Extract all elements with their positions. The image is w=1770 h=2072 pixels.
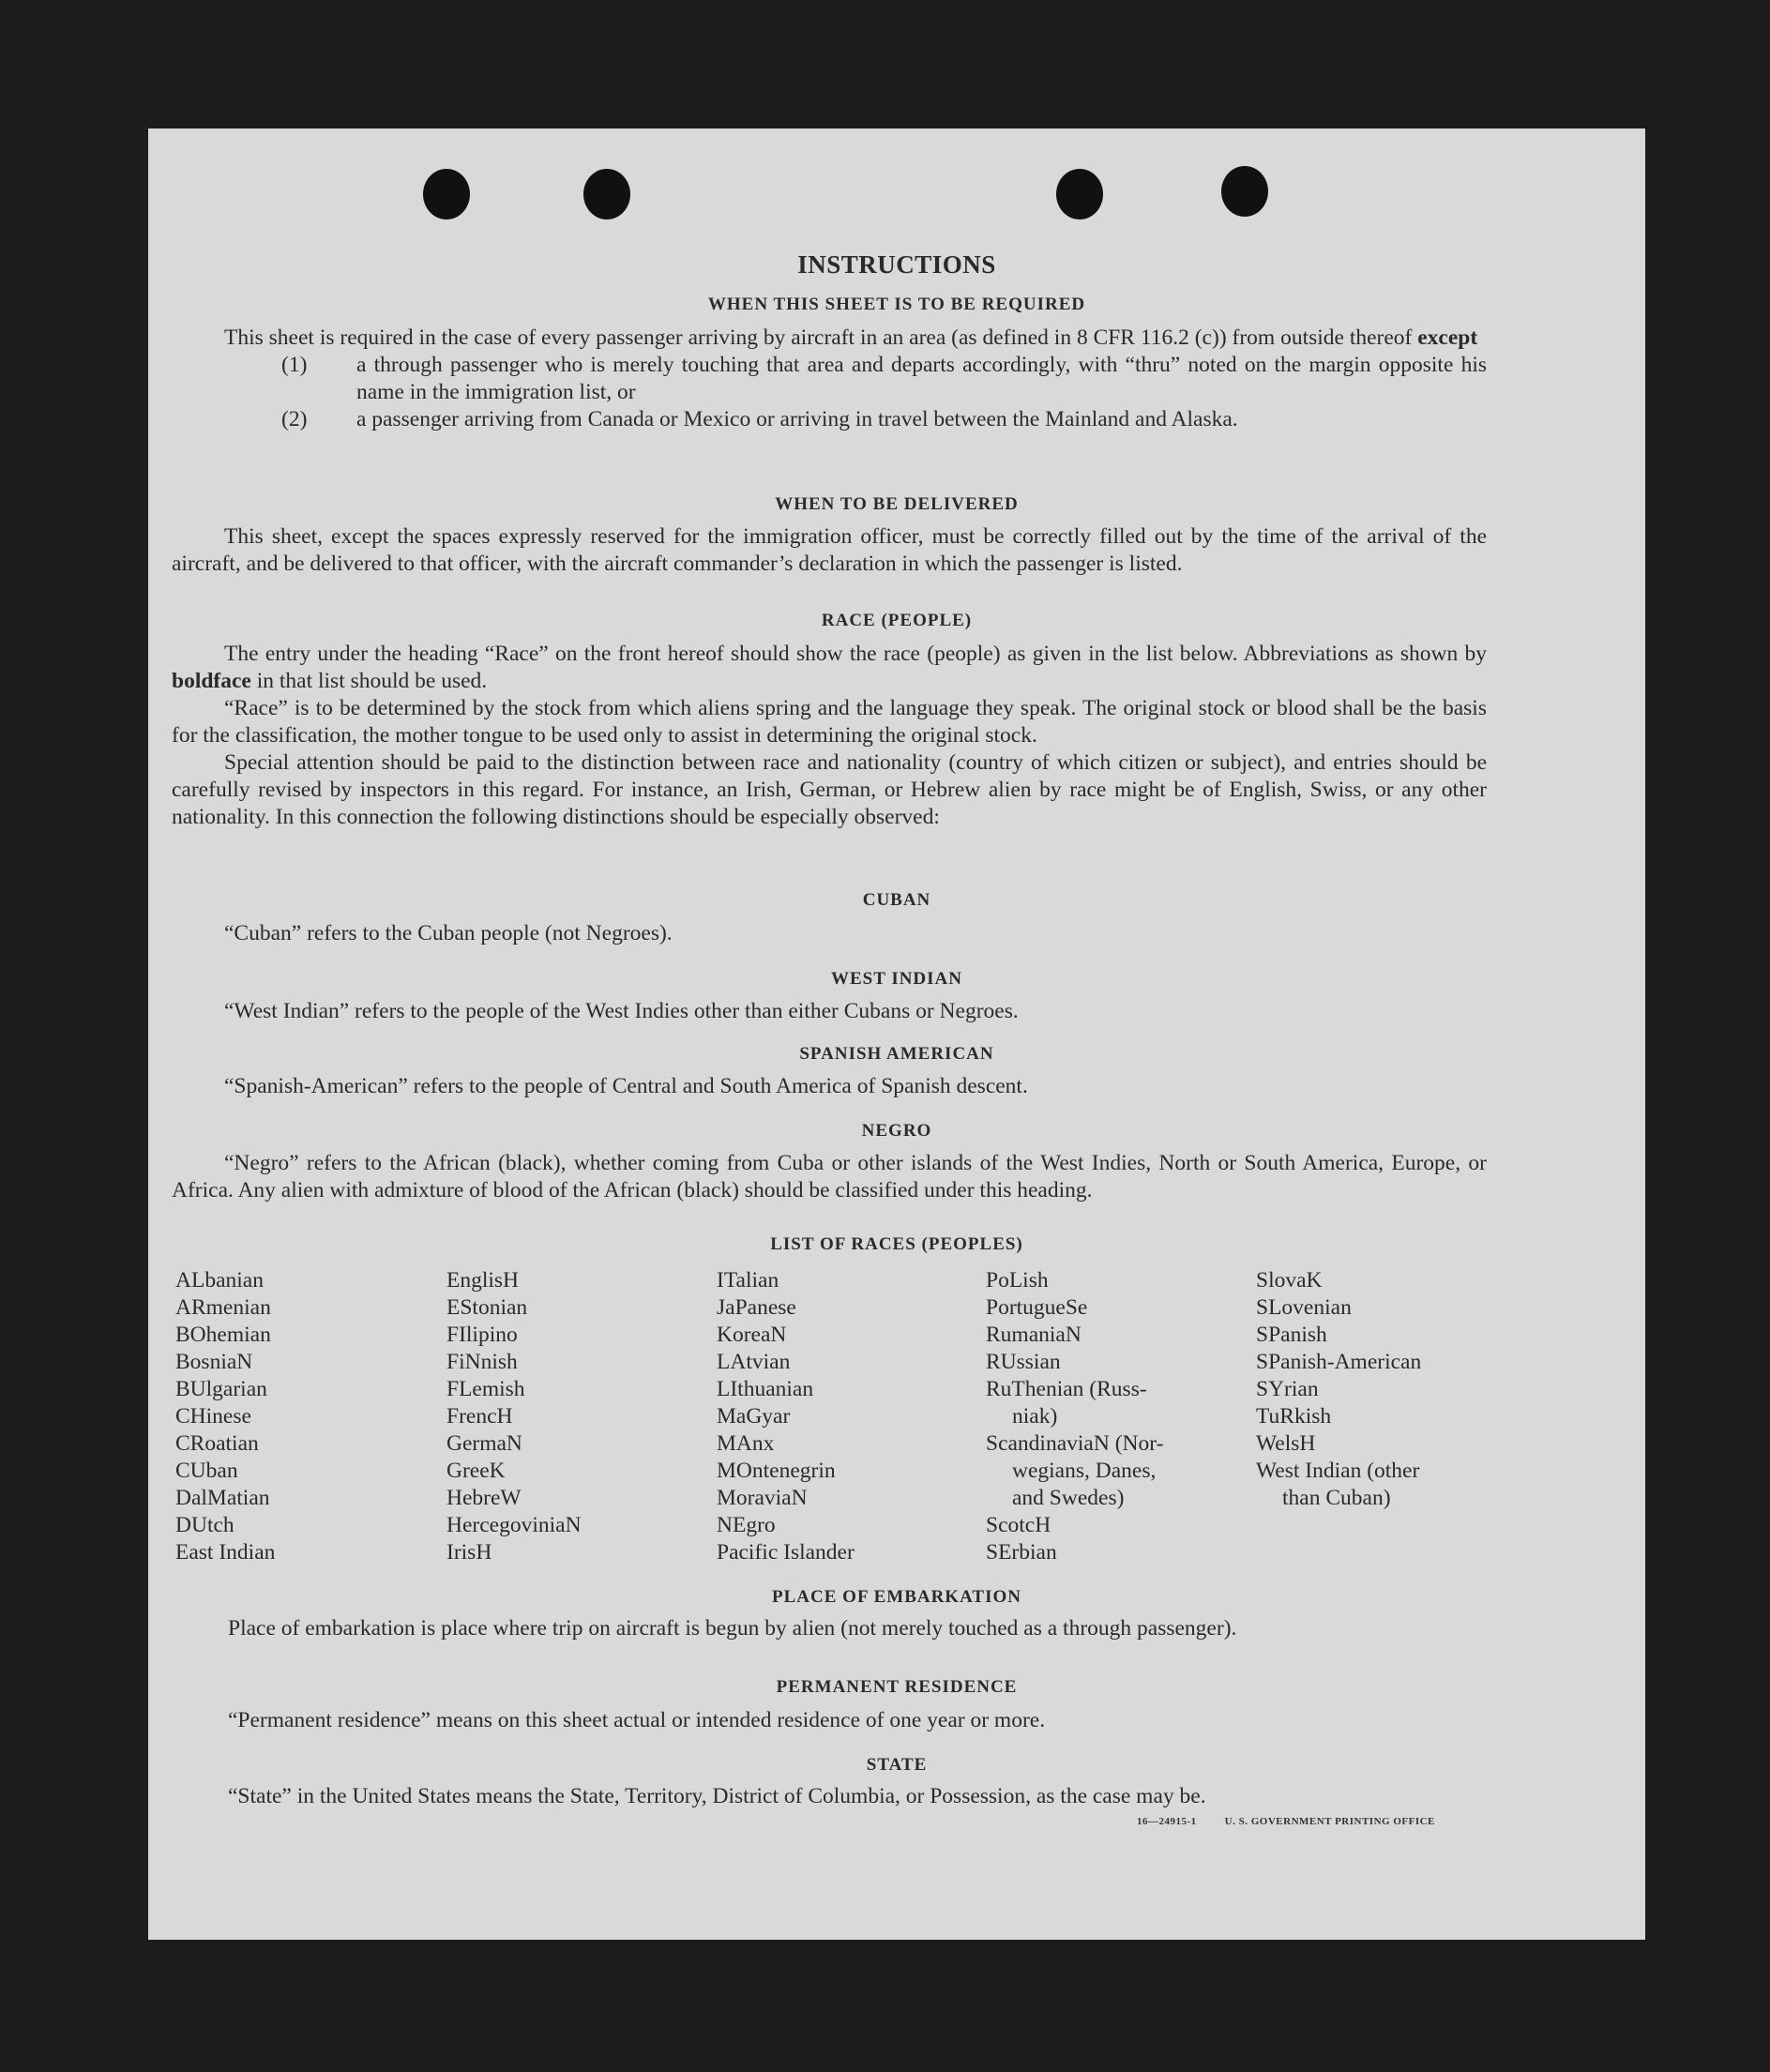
punch-hole <box>1056 169 1103 219</box>
heading-cuban: CUBAN <box>862 890 931 910</box>
race-entry: DalMatian <box>175 1486 270 1510</box>
race-entry: BUlgarian <box>175 1377 267 1401</box>
paragraph <box>172 641 1487 695</box>
race-entry: FrencH <box>446 1404 513 1429</box>
paragraph-text: in that list should be used. <box>250 669 488 693</box>
heading-list-of-races: LIST OF RACES (PEOPLES) <box>770 1234 1023 1254</box>
printer-imprint: U. S. GOVERNMENT PRINTING OFFICE <box>1224 1816 1435 1827</box>
race-entry: CRoatian <box>175 1431 259 1456</box>
heading-west-indian: WEST INDIAN <box>831 969 962 989</box>
print-imprint <box>1137 1816 1463 1827</box>
section-when-required <box>172 325 1487 433</box>
race-entry: JaPanese <box>717 1295 796 1320</box>
heading-embarkation: PLACE OF EMBARKATION <box>772 1587 1021 1607</box>
race-entry: Pacific Islander <box>717 1540 855 1565</box>
race-entry: niak) <box>1012 1404 1058 1429</box>
race-entry: HebreW <box>446 1486 522 1510</box>
heading-race: RACE (PEOPLE) <box>821 611 973 630</box>
race-entry: BOhemian <box>175 1323 271 1347</box>
paragraph: “Negro” refers to the African (black), whether coming from Cuba or other islands of the West Indies, North or South America, Europe, or Africa. Any alien with admixture of blood of the African (black) should be classified under this heading. <box>172 1151 1487 1202</box>
punch-hole <box>1221 166 1268 217</box>
race-entry: GreeK <box>446 1459 506 1483</box>
section-race <box>172 641 1487 831</box>
list-item <box>172 406 1487 433</box>
race-entry: PoLish <box>986 1268 1049 1293</box>
heading-state: STATE <box>866 1755 928 1775</box>
races-column <box>446 1267 714 1566</box>
race-entry: ScotcH <box>986 1513 1051 1537</box>
heading-when-delivered: WHEN TO BE DELIVERED <box>775 494 1019 514</box>
paragraph: Special attention should be paid to the distinction between race and nationality (country of which citizen or subject), and entries should be carefully revised by inspectors in this regard. For instance, an Irish, German, or Hebrew alien by race might be of English, Swiss, or any other nationality. In this connection the following distinctions should be especially observed: <box>172 750 1487 829</box>
paragraph: Place of embarkation is place where trip on aircraft is begun by alien (not merely touched as a through passenger). <box>228 1616 1237 1641</box>
item-text: a passenger arriving from Canada or Mexico or arriving in travel between the Mainland and Alaska. <box>356 407 1238 431</box>
race-entry: CHinese <box>175 1404 251 1429</box>
punch-hole <box>583 169 630 219</box>
item-number: (2) <box>281 407 308 431</box>
race-entry: RumaniaN <box>986 1323 1082 1347</box>
form-number: 16—24915-1 <box>1137 1816 1197 1827</box>
race-entry: SErbian <box>986 1540 1057 1565</box>
race-entry: FiNnish <box>446 1350 518 1374</box>
bold-text: except <box>1417 325 1478 350</box>
item-text: a through passenger who is merely touching that area and departs accordingly, with “thru” noted on the margin opposite his name in the immigration list, or <box>356 353 1487 404</box>
paragraph-text: This sheet is required in the case of every passenger arriving by aircraft in an area (as defined in 8 CFR 116.2 (c)) from outside thereof <box>224 325 1418 350</box>
race-entry: RuThenian (Russ- <box>986 1377 1147 1401</box>
paragraph: This sheet, except the spaces expressly reserved for the immigration officer, must be correctly filled out by the time of the arrival of the aircraft, and be delivered to that officer, with the aircraft commander’s declaration in which the passenger is listed. <box>172 524 1487 576</box>
race-entry: than Cuban) <box>1282 1486 1391 1510</box>
list-item <box>172 352 1487 406</box>
paragraph: “Race” is to be determined by the stock from which aliens spring and the language they speak. The original stock or blood shall be the basis for the classification, the mother tongue to be used only to assist in determining the original stock. <box>172 696 1487 748</box>
race-entry: SPanish <box>1256 1323 1327 1347</box>
race-entry: KoreaN <box>717 1323 787 1347</box>
race-entry: DUtch <box>175 1513 234 1537</box>
race-entry: ALbanian <box>175 1268 264 1293</box>
paragraph: “Spanish-American” refers to the people of Central and South America of Spanish descent. <box>224 1074 1028 1098</box>
race-entry: CUban <box>175 1459 238 1483</box>
paragraph <box>172 325 1487 352</box>
race-entry: RUssian <box>986 1350 1061 1374</box>
races-column <box>1256 1267 1523 1512</box>
race-entry: HercegoviniaN <box>446 1513 582 1537</box>
heading-permanent-residence: PERMANENT RESIDENCE <box>776 1677 1018 1697</box>
race-entry: GermaN <box>446 1431 522 1456</box>
punch-hole <box>423 169 470 219</box>
race-entry: IrisH <box>446 1540 492 1565</box>
race-entry: NEgro <box>717 1513 776 1537</box>
heading-when-required: WHEN THIS SHEET IS TO BE REQUIRED <box>707 295 1086 314</box>
race-entry: wegians, Danes, <box>1012 1459 1157 1483</box>
race-entry: EnglisH <box>446 1268 520 1293</box>
races-column <box>175 1267 443 1566</box>
race-entry: SLovenian <box>1256 1295 1352 1320</box>
race-entry: FIlipino <box>446 1323 518 1347</box>
race-entry: ScandinaviaN (Nor- <box>986 1431 1164 1456</box>
race-entry: ARmenian <box>175 1295 271 1320</box>
paragraph: “State” in the United States means the State, Territory, District of Columbia, or Possession, as the case may be. <box>228 1784 1206 1808</box>
races-column <box>717 1267 984 1566</box>
race-entry: SlovaK <box>1256 1268 1323 1293</box>
race-entry: MOntenegrin <box>717 1459 836 1483</box>
race-entry: SYrian <box>1256 1377 1319 1401</box>
page-title: INSTRUCTIONS <box>797 250 996 279</box>
race-entry: SPanish-American <box>1256 1350 1422 1374</box>
heading-negro: NEGRO <box>861 1121 932 1141</box>
paragraph: “Permanent residence” means on this sheet actual or intended residence of one year or more. <box>228 1708 1046 1732</box>
race-entry: MAnx <box>717 1431 775 1456</box>
item-number: (1) <box>281 353 308 377</box>
race-entry: EStonian <box>446 1295 528 1320</box>
race-entry: PortugueSe <box>986 1295 1088 1320</box>
paragraph: “Cuban” refers to the Cuban people (not Negroes). <box>224 921 673 945</box>
race-entry: TuRkish <box>1256 1404 1332 1429</box>
race-entry: FLemish <box>446 1377 525 1401</box>
race-entry: BosniaN <box>175 1350 253 1374</box>
paragraph-text: The entry under the heading “Race” on the front hereof should show the race (people) as given in the list below. Abbreviations as shown by <box>224 642 1487 666</box>
race-entry: East Indian <box>175 1540 276 1565</box>
race-entry: MoraviaN <box>717 1486 808 1510</box>
heading-spanish-american: SPANISH AMERICAN <box>799 1044 994 1064</box>
race-entry: MaGyar <box>717 1404 791 1429</box>
race-entry: West Indian (other <box>1256 1459 1420 1483</box>
race-entry: LAtvian <box>717 1350 791 1374</box>
race-entry: ITalian <box>717 1268 779 1293</box>
race-entry: and Swedes) <box>1012 1486 1125 1510</box>
bold-text: boldface <box>172 669 251 693</box>
race-entry: WelsH <box>1256 1431 1316 1456</box>
race-entry: LIthuanian <box>717 1377 814 1401</box>
paragraph: “West Indian” refers to the people of the West Indies other than either Cubans or Negroes. <box>224 999 1019 1023</box>
races-column <box>986 1267 1253 1566</box>
